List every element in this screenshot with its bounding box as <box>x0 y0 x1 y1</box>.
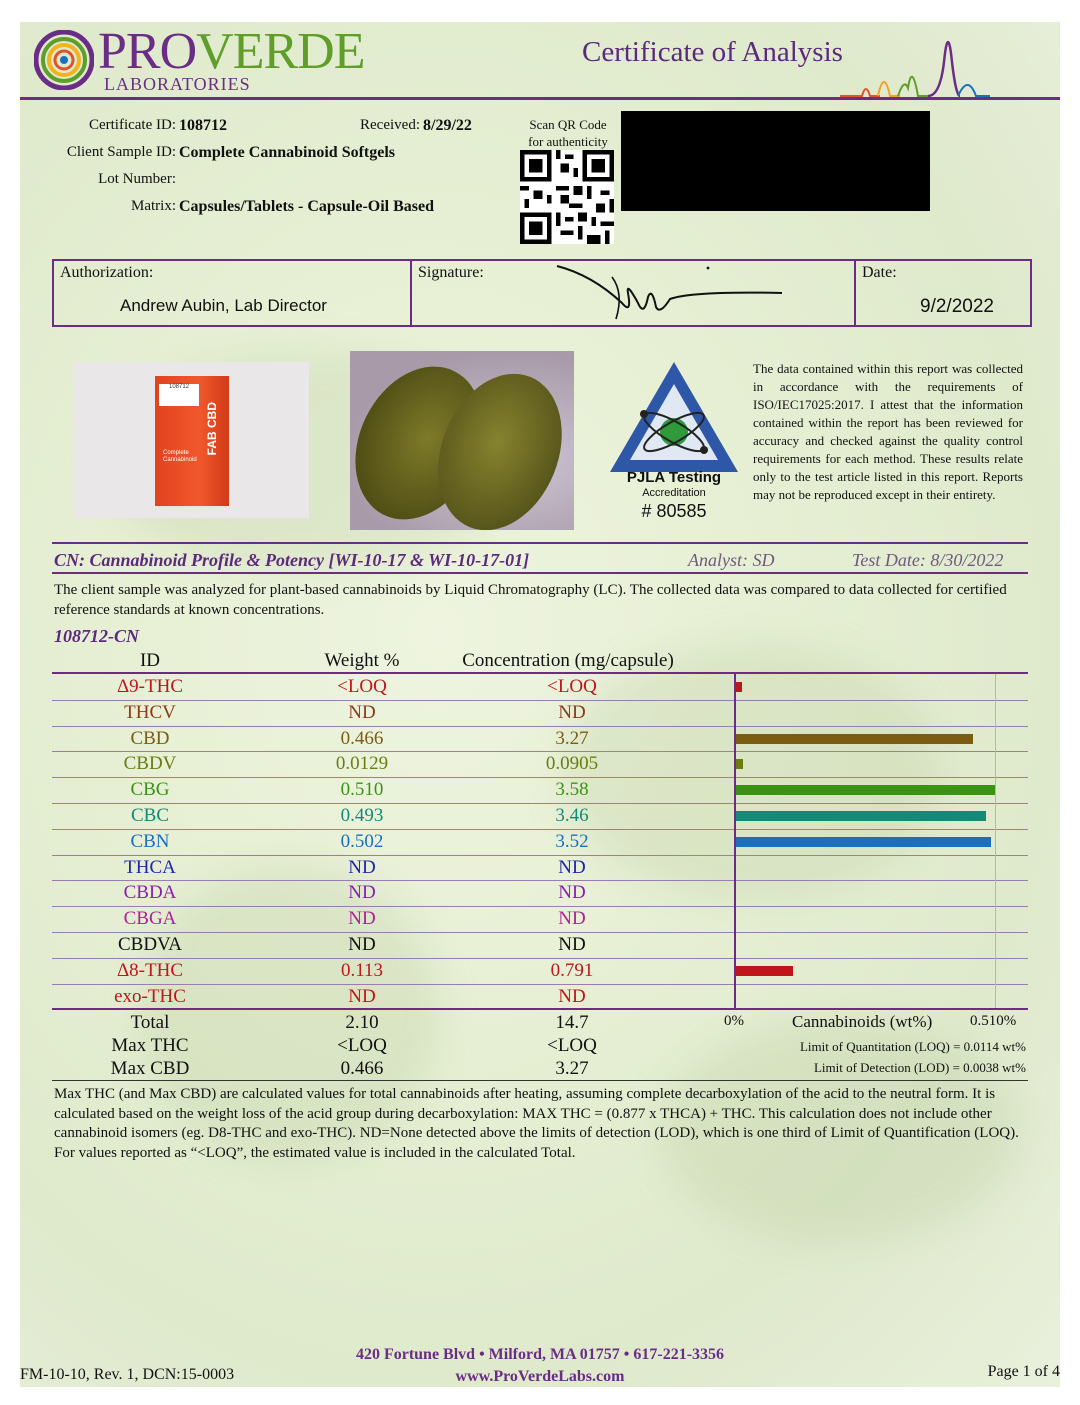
sample-test-id: 108712-CN <box>54 626 139 646</box>
cannabinoid-name: CBDVA <box>117 934 183 955</box>
table-row <box>52 906 1028 932</box>
weight-percent: ND <box>348 701 376 723</box>
weight-percent: 0.0129 <box>335 753 389 775</box>
column-header-id: ID <box>139 650 161 671</box>
product-photo <box>73 362 309 518</box>
bar-cbdv <box>736 759 743 769</box>
weight-percent: ND <box>348 934 376 955</box>
matrix-value: Capsules/Tablets - Capsule-Oil Based <box>179 198 435 215</box>
section-title: CN: Cannabinoid Profile & Potency [WI-10-17 & WI-10-17-01] <box>54 550 530 570</box>
concentration: 3.58 <box>555 779 589 801</box>
row-divider <box>52 726 1028 727</box>
table-row <box>52 880 1028 906</box>
authorization-cell <box>54 261 412 325</box>
column-header-concentration: Concentration (mg/capsule) <box>462 650 674 671</box>
redacted-block <box>621 111 930 211</box>
row-divider <box>52 984 1028 985</box>
total-label: Total <box>130 1012 170 1033</box>
concentration: 0.0905 <box>545 753 599 775</box>
total-concentration: 14.7 <box>555 1012 589 1033</box>
table-row <box>52 751 1028 777</box>
cannabinoid-name: CBD <box>130 727 170 749</box>
attestation-statement: The data contained within this report was collected in accordance with the requirements of ISO/IEC17025:2017. I attest that the information contained within the report has been reviewed for accuracy and checked against the quality control requirements for each method. These results relate only to the test article listed in this report. Reports may not be reproduced except in their entirety. <box>753 361 1023 502</box>
footer-address: 420 Fortune Blvd • Milford, MA 01757 • 617-221-3356 <box>355 1346 725 1363</box>
softgel-photo <box>350 351 574 530</box>
signature-image <box>552 263 802 323</box>
bar-cbd <box>736 734 973 744</box>
max-cbd-label: Max CBD <box>110 1058 190 1079</box>
chart-axis-label: Cannabinoids (wt%) <box>792 1012 933 1031</box>
client-sample-label: Client Sample ID: <box>66 144 176 160</box>
cannabinoid-name: THCV <box>124 701 176 723</box>
concentration: 3.52 <box>555 830 589 852</box>
column-header-weight: Weight % <box>324 650 400 671</box>
weight-percent: 0.510 <box>340 779 384 801</box>
concentration: ND <box>558 882 586 904</box>
cannabinoid-name: CBG <box>130 779 170 801</box>
date-label: Date: <box>862 264 897 281</box>
document-title: Certificate of Analysis <box>582 36 843 68</box>
section-top-rule <box>52 542 1028 544</box>
max-cbd-weight: 0.466 <box>340 1058 384 1079</box>
max-cbd-concentration: 3.27 <box>555 1058 589 1079</box>
row-divider <box>52 803 1028 804</box>
weight-percent: 0.466 <box>340 727 384 749</box>
received-label: Received: <box>360 117 420 133</box>
weight-percent: ND <box>348 908 376 930</box>
row-divider <box>52 829 1028 830</box>
row-divider <box>52 700 1028 701</box>
bar-cbg <box>736 785 995 795</box>
lot-number-label: Lot Number: <box>98 171 176 187</box>
cannabinoid-name: exo-THC <box>114 985 186 1007</box>
concentration: 3.46 <box>555 805 589 826</box>
certificate-id-label: Certificate ID: <box>88 117 176 133</box>
notes-paragraph: Max THC (and Max CBD) are calculated values for total cannabinoids after heating, assuming complete decarboxylation of the acid to the neutral form. It is calculated based on the weight loss of the acid group during decarboxylation: MAX THC = (0.877 x THCA) + THC. This calculation does not include other cannabinoid isomers (eg. D8-THC and exo-THC). ND=None detected above the limits of detection (LOD), which is one third of Limit of Quantification (LOQ). For values reported as “<LOQ”, the estimated value is included in the calculated Total. <box>54 1086 1019 1161</box>
signature-label: Signature: <box>418 264 484 281</box>
bar-cbn <box>736 837 991 847</box>
qr-code-icon[interactable] <box>520 150 614 244</box>
cannabinoid-name: THCA <box>124 856 176 878</box>
table-row <box>52 674 1028 700</box>
logo-subtitle: LABORATORIES <box>104 74 251 94</box>
concentration: <LOQ <box>547 676 597 697</box>
proverde-logo-icon <box>34 30 94 90</box>
concentration: ND <box>558 856 586 878</box>
cannabinoid-name: CBN <box>130 830 170 852</box>
section-bottom-rule <box>52 572 1028 574</box>
max-thc-weight: <LOQ <box>337 1035 387 1056</box>
cannabinoid-name: Δ8-THC <box>116 959 184 981</box>
chart-axis-max: 0.510% <box>970 1013 1017 1029</box>
authorization-label: Authorization: <box>60 264 154 281</box>
client-sample-id: Complete Cannabinoid Softgels <box>179 144 396 161</box>
cannabinoid-name: Δ9-THC <box>116 676 184 697</box>
received-date: 8/29/22 <box>423 117 472 134</box>
weight-percent: 0.493 <box>340 805 384 826</box>
certificate-page <box>20 22 1060 1387</box>
concentration: ND <box>558 985 586 1007</box>
concentration: 3.27 <box>555 727 589 749</box>
bar-cbc <box>736 811 986 821</box>
max-thc-label: Max THC <box>111 1035 189 1056</box>
weight-percent: ND <box>348 985 376 1007</box>
bar-δ8-thc <box>736 966 793 976</box>
weight-percent: ND <box>348 882 376 904</box>
authorization-date: 9/2/2022 <box>920 296 994 317</box>
method-description: The client sample was analyzed for plant-based cannabinoids by Liquid Chromatography (LC). The collected data was compared to data collected for certified reference standards at known concentrations. <box>54 582 1007 618</box>
weight-percent: <LOQ <box>337 676 387 697</box>
row-divider <box>52 958 1028 959</box>
concentration: ND <box>558 701 586 723</box>
row-divider <box>52 906 1028 907</box>
bar-δ9-thc <box>736 682 742 692</box>
analyst: Analyst: SD <box>688 550 775 570</box>
product-brand: FAB CBD <box>205 402 219 456</box>
page-number: Page 1 of 4 <box>987 1363 1060 1380</box>
table-row <box>52 700 1028 726</box>
loq-note: Limit of Quantitation (LOQ) = 0.0114 wt% <box>799 1039 1026 1054</box>
concentration: ND <box>558 934 586 955</box>
certificate-id: 108712 <box>179 117 227 134</box>
table-bottom-rule <box>52 1008 1028 1010</box>
chart-axis-min: 0% <box>724 1013 744 1029</box>
lod-note: Limit of Detection (LOD) = 0.0038 wt% <box>813 1060 1026 1075</box>
chromatogram-icon <box>840 22 1060 100</box>
date-cell <box>856 261 1030 325</box>
matrix-label: Matrix: <box>131 198 176 214</box>
pjla-sub: Accreditation <box>642 487 706 499</box>
authorization-name: Andrew Aubin, Lab Director <box>120 296 327 315</box>
cannabinoid-name: CBDA <box>123 882 177 904</box>
table-row <box>52 932 1028 958</box>
header-rule <box>20 97 1060 100</box>
concentration: ND <box>558 908 586 930</box>
max-thc-concentration: <LOQ <box>547 1035 597 1056</box>
table-row <box>52 855 1028 881</box>
total-weight: 2.10 <box>345 1012 379 1033</box>
cannabinoid-name: CBC <box>130 805 170 826</box>
authorization-box <box>52 259 1032 327</box>
row-divider <box>52 855 1028 856</box>
weight-percent: ND <box>348 856 376 878</box>
pjla-number: # 80585 <box>641 501 707 521</box>
logo-wordmark: PROVERDE <box>98 23 365 80</box>
table-row <box>52 958 1028 984</box>
row-divider <box>52 777 1028 778</box>
footer-website[interactable]: www.ProVerdeLabs.com <box>455 1368 625 1385</box>
qr-caption: Scan QR Code for authenticity <box>528 117 608 149</box>
chart-axis-right <box>995 674 996 1008</box>
weight-percent: 0.113 <box>340 959 384 981</box>
test-date: Test Date: 8/30/2022 <box>852 550 1004 570</box>
product-sticker: 108712 <box>159 384 199 406</box>
cannabinoid-name: CBDV <box>123 753 177 775</box>
row-divider <box>52 751 1028 752</box>
row-divider <box>52 880 1028 881</box>
weight-percent: 0.502 <box>340 830 384 852</box>
pjla-name: PJLA Testing <box>626 469 722 486</box>
cannabinoid-name: CBGA <box>123 908 177 930</box>
concentration: 0.791 <box>550 959 594 981</box>
notes-rule <box>52 1080 1028 1081</box>
table-row <box>52 984 1028 1010</box>
product-name: Complete Cannabinoid <box>163 450 197 463</box>
signature-cell <box>412 261 856 325</box>
row-divider <box>52 932 1028 933</box>
form-number: FM-10-10, Rev. 1, DCN:15-0003 <box>20 1366 235 1383</box>
